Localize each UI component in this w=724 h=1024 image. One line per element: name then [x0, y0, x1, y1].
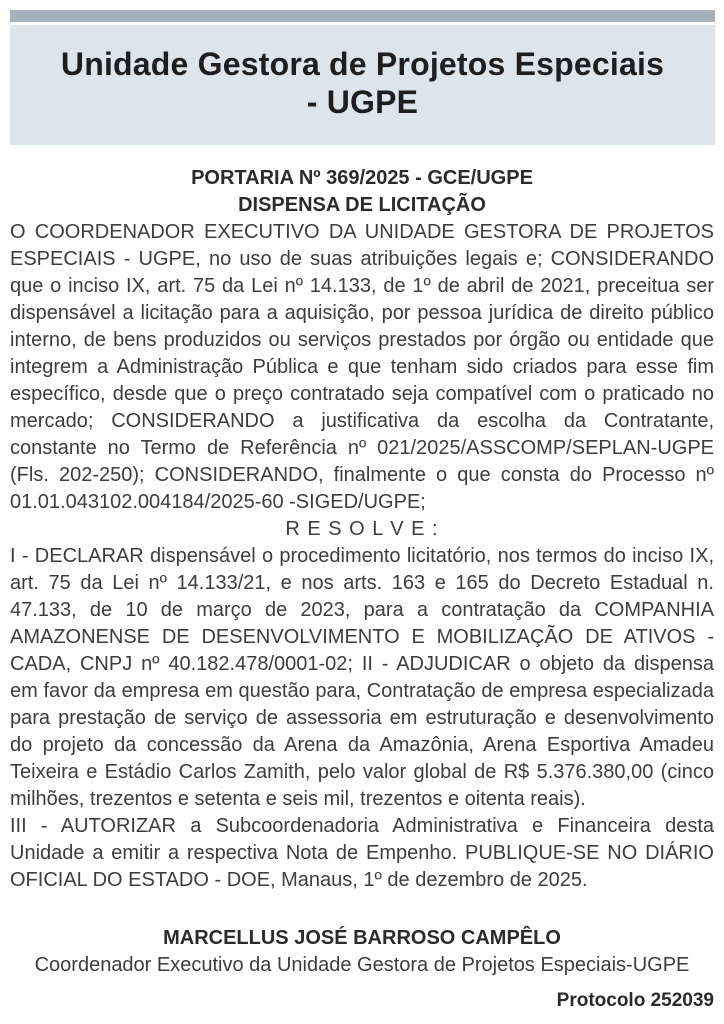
section-header [10, 10, 715, 145]
signature-role: Coordenador Executivo da Unidade Gestora de Projetos Especiais-UGPE [34, 954, 690, 976]
dispensa-heading: DISPENSA DE LICITAÇÃO [238, 194, 486, 216]
portaria-heading: PORTARIA Nº 369/2025 - GCE/UGPE [191, 167, 533, 189]
signature-block [10, 925, 714, 979]
agency-title-line1: Unidade Gestora de Projetos Especiais [60, 46, 665, 82]
preamble-paragraph: O COORDENADOR EXECUTIVO DA UNIDADE GESTORA DE PROJETOS ESPECIAIS - UGPE, no uso de suas atribuições legais e; CONSIDERANDO que o inciso IX, art. 75 da Lei nº 14.133, de 1º de abril de 2021, preceitua ser dispensável a licitação para a aquisição, por pessoa jurídica de direito público interno, de bens produzidos ou serviços prestados por órgão ou entidade que integrem a Administração Pública e que tenham sido criados para esse fim específico, desde que o preço contratado seja compatível com o praticado no mercado; CONSIDERANDO a justificativa da escolha da Contratante, constante no Termo de Referência nº 021/2025/ASSCOMP/SEPLAN-UGPE (Fls. 202-250); CONSIDERANDO, finalmente o que consta do Processo nº 01.01.043102.004184/2025-60 -SIGED/UGPE; [10, 221, 714, 513]
header-panel [10, 25, 715, 145]
protocol-number: Protocolo 252039 [556, 990, 714, 1011]
agency-title-line2: - UGPE [306, 84, 419, 120]
item-3-paragraph: III - AUTORIZAR a Subcoordenadoria Administrativa e Financeira desta Unidade a emitir a respectiva Nota de Empenho. PUBLIQUE-SE NO DIÁRIO OFICIAL DO ESTADO - DOE, Manaus, 1º de dezembro de 2025. [10, 815, 714, 891]
resolve-line: R E S O L V E : [285, 518, 439, 540]
header-top-bar [10, 10, 715, 22]
signature-name: MARCELLUS JOSÉ BARROSO CAMPÊLO [163, 927, 561, 949]
items-1-2-paragraph: I - DECLARAR dispensável o procedimento licitatório, nos termos do inciso IX, art. 75 da Lei nº 14.133/21, e nos arts. 163 e 165 do Decreto Estadual n. 47.133, de 10 de março de 2023, para a contratação da COMPANHIA AMAZONENSE DE DESENVOLVIMENTO E MOBILIZAÇÃO DE ATIVOS - CADA, CNPJ nº 40.182.478/0001-02; II - ADJUDICAR o objeto da dispensa em favor da empresa em questão para, Contratação de empresa especializada para prestação de serviço de assessoria em estruturação e desenvolvimento do projeto da concessão da Arena da Amazônia, Arena Esportiva Amadeu Teixeira e Estádio Carlos Zamith, pelo valor global de R$ 5.376.380,00 (cinco milhões, trezentos e setenta e seis mil, trezentos e oitenta reais). [10, 545, 714, 810]
document-body [10, 165, 714, 1014]
